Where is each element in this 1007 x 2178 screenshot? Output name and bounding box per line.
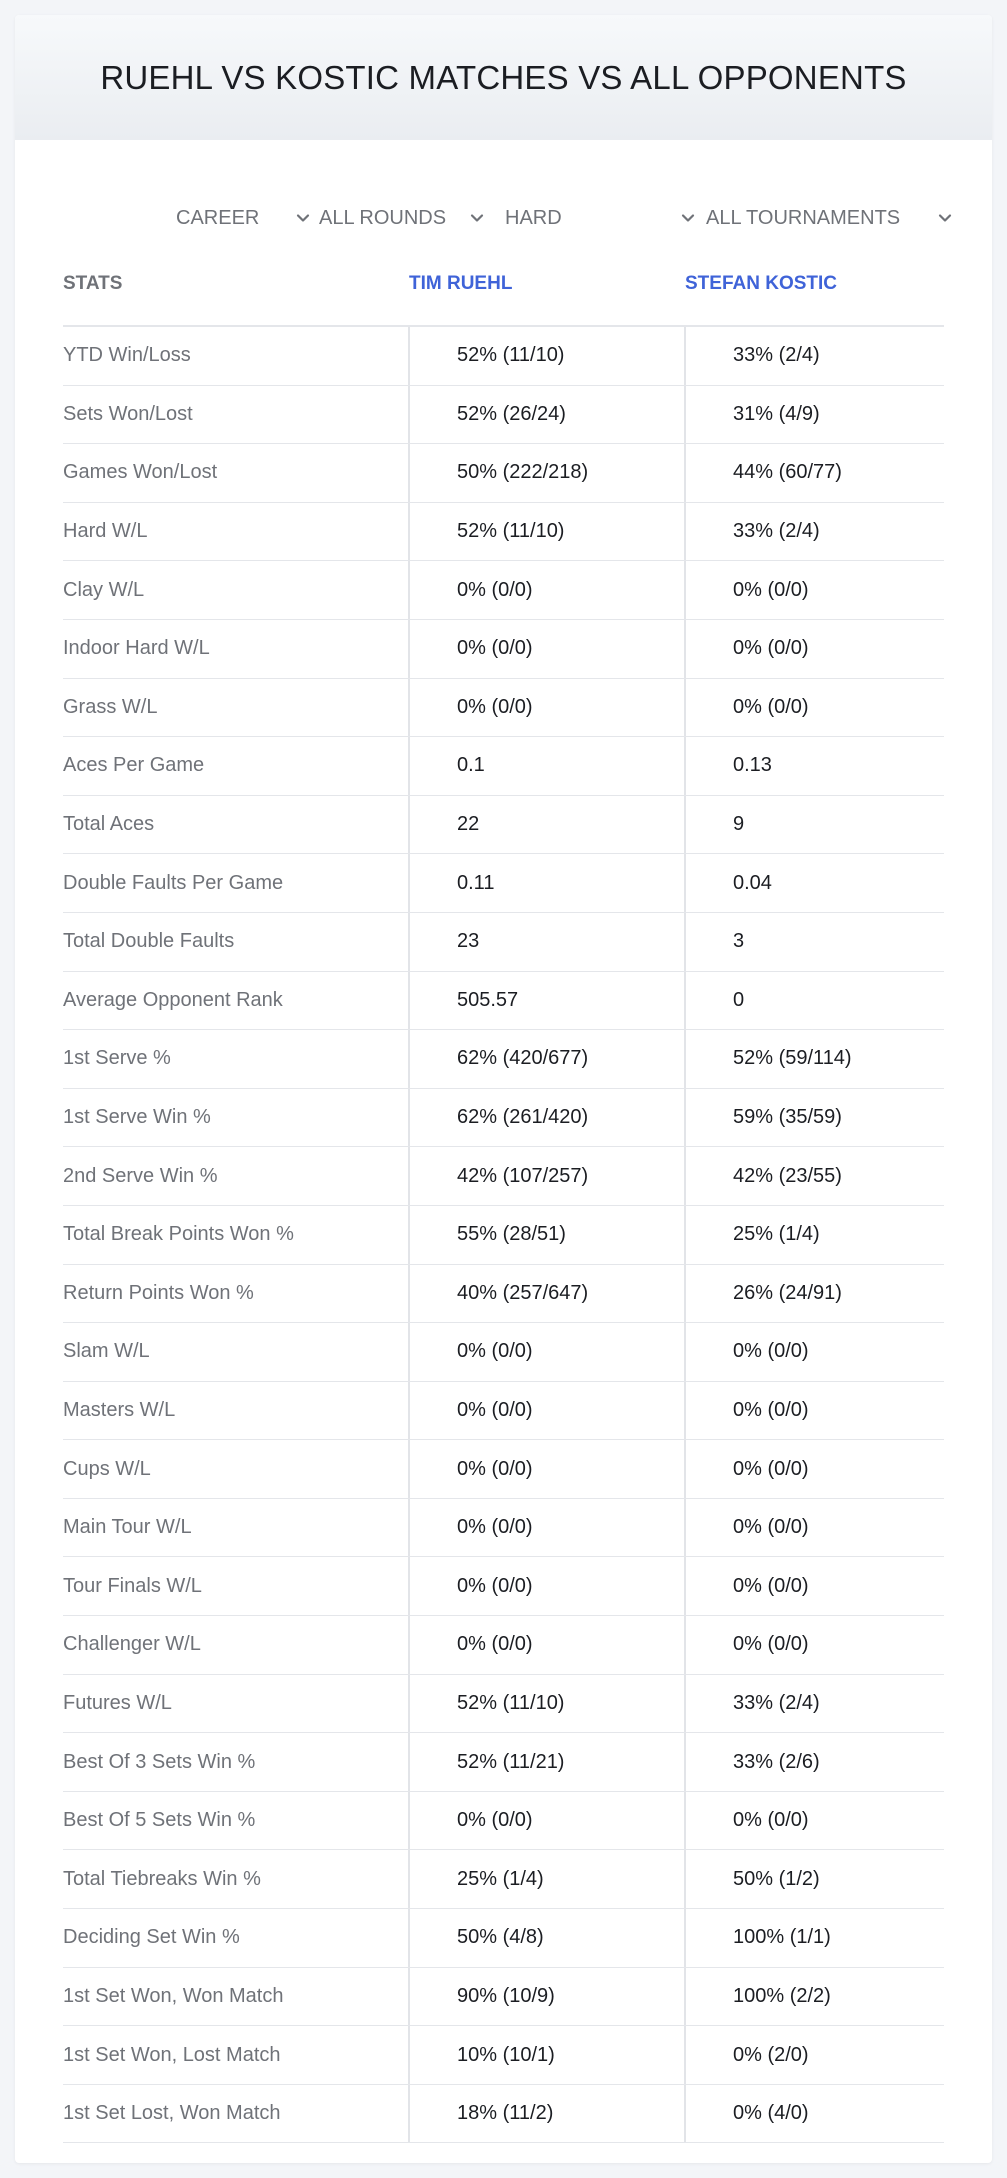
player2-value: 33% (2/4) <box>684 1675 944 1733</box>
table-row <box>63 1792 944 1851</box>
page-title: RUEHL VS KOSTIC MATCHES VS ALL OPPONENTS <box>100 58 907 96</box>
player2-value: 25% (1/4) <box>684 1206 944 1264</box>
stat-label: 1st Serve Win % <box>63 1106 211 1129</box>
chevron-down-icon <box>679 209 697 227</box>
tournaments-select-value: ALL TOURNAMENTS <box>706 206 901 229</box>
player2-value: 0% (0/0) <box>684 1323 944 1381</box>
stat-label: Masters W/L <box>63 1398 176 1421</box>
player1-value: 0% (0/0) <box>408 1499 684 1557</box>
table-row <box>63 796 944 855</box>
table-row <box>63 679 944 738</box>
chevron-down-icon <box>468 209 486 227</box>
surface-select-value: HARD <box>505 206 562 229</box>
player1-value: 0% (0/0) <box>408 561 684 619</box>
stat-label: Slam W/L <box>63 1340 150 1363</box>
table-header <box>63 248 944 327</box>
table-row <box>63 1850 944 1909</box>
table-row <box>63 1147 944 1206</box>
stats-table <box>63 248 944 2143</box>
player2-link[interactable]: STEFAN KOSTIC <box>685 273 838 294</box>
player2-value: 0% (0/0) <box>684 1440 944 1498</box>
player1-value: 52% (11/10) <box>408 327 684 385</box>
table-row <box>63 561 944 620</box>
stat-label: Return Points Won % <box>63 1281 254 1304</box>
player1-value: 0% (0/0) <box>408 1323 684 1381</box>
player1-value: 55% (28/51) <box>408 1206 684 1264</box>
surface-select[interactable] <box>505 188 562 248</box>
player1-value: 0% (0/0) <box>408 1616 684 1674</box>
stat-label: Grass W/L <box>63 695 158 718</box>
stat-label: Cups W/L <box>63 1457 151 1480</box>
table-row <box>63 1968 944 2027</box>
chevron-down-icon <box>294 209 312 227</box>
stat-label: Tour Finals W/L <box>63 1574 202 1597</box>
player1-value: 0% (0/0) <box>408 1792 684 1850</box>
player2-value: 9 <box>684 796 944 854</box>
player2-value: 31% (4/9) <box>684 386 944 444</box>
player2-value: 0% (2/0) <box>684 2026 944 2084</box>
player2-value: 0% (0/0) <box>684 1499 944 1557</box>
player1-value: 52% (11/10) <box>408 1675 684 1733</box>
player1-value: 0% (0/0) <box>408 1557 684 1615</box>
rounds-select-value: ALL ROUNDS <box>319 206 447 229</box>
player1-value: 0.11 <box>408 854 684 912</box>
player1-value: 22 <box>408 796 684 854</box>
player1-value: 505.57 <box>408 972 684 1030</box>
table-row <box>63 1557 944 1616</box>
stat-label: 1st Serve % <box>63 1047 171 1070</box>
player1-value: 52% (11/21) <box>408 1733 684 1791</box>
stat-label: Total Tiebreaks Win % <box>63 1867 261 1890</box>
player1-value: 0% (0/0) <box>408 1440 684 1498</box>
stats-column-header: STATS <box>63 273 123 294</box>
player2-value: 50% (1/2) <box>684 1850 944 1908</box>
player2-value: 0% (0/0) <box>684 1382 944 1440</box>
player2-value: 0% (0/0) <box>684 1557 944 1615</box>
table-row <box>63 1382 944 1441</box>
stat-label: Best Of 5 Sets Win % <box>63 1809 256 1832</box>
player1-value: 40% (257/647) <box>408 1265 684 1323</box>
player1-value: 18% (11/2) <box>408 2085 684 2143</box>
stat-label: Aces Per Game <box>63 754 205 777</box>
table-row <box>63 620 944 679</box>
player1-value: 50% (222/218) <box>408 444 684 502</box>
stat-label: Sets Won/Lost <box>63 402 193 425</box>
stat-label: Challenger W/L <box>63 1633 201 1656</box>
player2-value: 0.04 <box>684 854 944 912</box>
table-row <box>63 503 944 562</box>
player1-value: 42% (107/257) <box>408 1147 684 1205</box>
player2-value: 100% (1/1) <box>684 1909 944 1967</box>
player1-value: 0% (0/0) <box>408 679 684 737</box>
table-row <box>63 1440 944 1499</box>
table-row <box>63 1909 944 1968</box>
stat-label: 1st Set Won, Won Match <box>63 1984 284 2007</box>
stat-label: Average Opponent Rank <box>63 988 283 1011</box>
table-row <box>63 2026 944 2085</box>
player2-value: 0% (0/0) <box>684 1792 944 1850</box>
player1-value: 90% (10/9) <box>408 1968 684 2026</box>
stat-label: Best Of 3 Sets Win % <box>63 1750 256 1773</box>
stat-label: Deciding Set Win % <box>63 1926 240 1949</box>
period-select-value: CAREER <box>176 206 260 229</box>
table-row <box>63 386 944 445</box>
table-row <box>63 1675 944 1734</box>
table-row <box>63 1499 944 1558</box>
header <box>15 15 992 140</box>
table-row <box>63 327 944 386</box>
player2-value: 0% (0/0) <box>684 561 944 619</box>
stat-label: Futures W/L <box>63 1691 172 1714</box>
table-row <box>63 1265 944 1324</box>
period-select[interactable] <box>176 188 259 248</box>
chevron-down-icon <box>936 209 954 227</box>
player1-value: 52% (26/24) <box>408 386 684 444</box>
stat-label: Games Won/Lost <box>63 461 218 484</box>
table-row <box>63 1323 944 1382</box>
table-row <box>63 913 944 972</box>
player1-value: 10% (10/1) <box>408 2026 684 2084</box>
table-row <box>63 1616 944 1675</box>
table-row <box>63 972 944 1031</box>
rounds-select[interactable] <box>319 188 446 248</box>
table-row <box>63 1733 944 1792</box>
player2-value: 0 <box>684 972 944 1030</box>
player1-value: 0% (0/0) <box>408 1382 684 1440</box>
player2-value: 52% (59/114) <box>684 1030 944 1088</box>
player1-value: 62% (261/420) <box>408 1089 684 1147</box>
table-row <box>63 1030 944 1089</box>
player2-value: 3 <box>684 913 944 971</box>
stat-label: 1st Set Won, Lost Match <box>63 2043 281 2066</box>
stat-label: Main Tour W/L <box>63 1516 192 1539</box>
player2-value: 0% (0/0) <box>684 620 944 678</box>
stat-label: YTD Win/Loss <box>63 344 191 367</box>
stat-label: Total Double Faults <box>63 930 235 953</box>
stat-label: Hard W/L <box>63 520 148 543</box>
table-row <box>63 1089 944 1148</box>
table-row <box>63 737 944 796</box>
player2-value: 26% (24/91) <box>684 1265 944 1323</box>
table-row <box>63 854 944 913</box>
player1-value: 52% (11/10) <box>408 503 684 561</box>
player2-value: 0% (0/0) <box>684 1616 944 1674</box>
table-row <box>63 2085 944 2144</box>
stat-label: 1st Set Lost, Won Match <box>63 2102 281 2125</box>
player1-value: 23 <box>408 913 684 971</box>
player2-value: 0.13 <box>684 737 944 795</box>
stat-label: Total Break Points Won % <box>63 1223 294 1246</box>
player2-value: 33% (2/4) <box>684 327 944 385</box>
table-row <box>63 444 944 503</box>
player2-value: 100% (2/2) <box>684 1968 944 2026</box>
stat-label: Total Aces <box>63 813 155 836</box>
player2-value: 59% (35/59) <box>684 1089 944 1147</box>
player2-value: 0% (4/0) <box>684 2085 944 2143</box>
table-row <box>63 1206 944 1265</box>
player1-value: 50% (4/8) <box>408 1909 684 1967</box>
player2-value: 33% (2/4) <box>684 503 944 561</box>
table-body <box>63 327 944 2143</box>
stat-label: 2nd Serve Win % <box>63 1164 218 1187</box>
stat-label: Clay W/L <box>63 578 145 601</box>
player1-value: 62% (420/677) <box>408 1030 684 1088</box>
player1-value: 0% (0/0) <box>408 620 684 678</box>
stat-label: Indoor Hard W/L <box>63 637 210 660</box>
player1-value: 25% (1/4) <box>408 1850 684 1908</box>
player2-value: 33% (2/6) <box>684 1733 944 1791</box>
player1-value: 0.1 <box>408 737 684 795</box>
player1-link[interactable]: TIM RUEHL <box>409 273 513 294</box>
player2-value: 44% (60/77) <box>684 444 944 502</box>
stat-label: Double Faults Per Game <box>63 871 284 894</box>
player2-value: 42% (23/55) <box>684 1147 944 1205</box>
player2-value: 0% (0/0) <box>684 679 944 737</box>
stats-card <box>15 15 992 2163</box>
tournaments-select[interactable] <box>706 188 900 248</box>
filter-bar <box>15 188 992 248</box>
